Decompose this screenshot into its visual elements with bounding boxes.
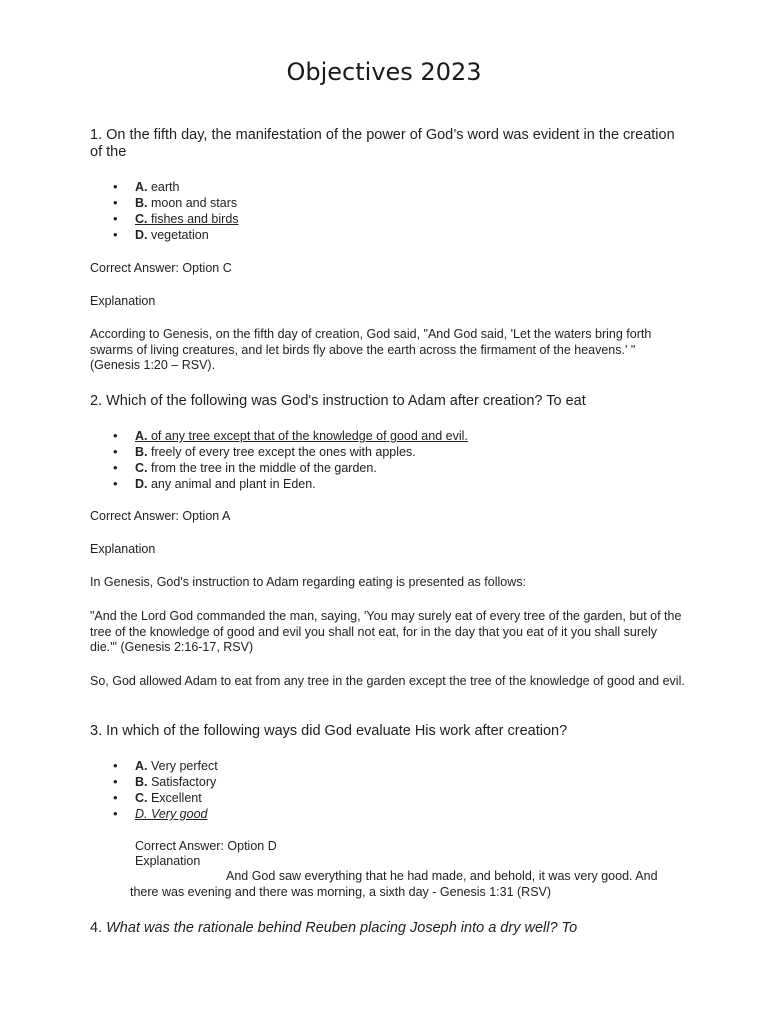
question-4 (90, 920, 680, 937)
q3-explanation-label: Explanation (135, 854, 201, 868)
option-text: Satisfactory (147, 775, 217, 789)
question-3-options (113, 758, 218, 822)
question-3: 3. In which of the following ways did God evaluate His work after creation? (90, 723, 568, 739)
q2-explanation-intro: In Genesis, God's instruction to Adam regarding eating is presented as follows: (90, 575, 526, 589)
q2-correct-answer: Correct Answer: Option A (90, 509, 231, 523)
option-letter: B. (135, 196, 148, 210)
q2-option-c (113, 460, 468, 476)
q1-option-a (113, 179, 239, 195)
question-4-text: What was the rationale behind Reuben placing Joseph into a dry well? To (106, 920, 578, 936)
q1-option-b (113, 195, 239, 211)
option-text: any animal and plant in Eden. (147, 477, 316, 491)
option-text: of any tree except that of the knowledge of good and evil. (147, 429, 468, 443)
q2-explanation-quote: "And the Lord God commanded the man, saying, 'You may surely eat of every tree of the garden, but of the tree of the knowledge of good and evil you shall not eat, for in the day that you eat of it you shall surely die.'" (Genesis 2:16-17, RSV) (90, 609, 682, 654)
option-letter: C. (135, 461, 148, 475)
option-letter: B. (135, 775, 148, 789)
option-text: Very perfect (147, 759, 218, 773)
page-title: Objectives 2023 (286, 58, 482, 86)
q3-option-d (113, 806, 218, 822)
q1-correct-answer: Correct Answer: Option C (90, 261, 232, 275)
option-letter: B. (135, 445, 148, 459)
option-text: freely of every tree except the ones with apples. (147, 445, 416, 459)
q3-option-a (113, 758, 218, 774)
option-text: fishes and birds (147, 212, 239, 226)
question-4-number: 4. (90, 920, 107, 936)
q3-option-b (113, 774, 218, 790)
q1-option-c (113, 211, 239, 227)
q3-option-c (113, 790, 218, 806)
q2-option-a (113, 428, 468, 444)
option-text: Excellent (147, 791, 202, 805)
q1-option-d (113, 227, 239, 243)
option-letter: A. (135, 429, 148, 443)
option-letter: D. (135, 477, 148, 491)
question-2-options (113, 428, 468, 492)
option-letter: A. (135, 759, 148, 773)
q2-option-d (113, 476, 468, 492)
question-1: 1. On the fifth day, the manifestation of the power of God’s word was evident in the creation of the (90, 127, 675, 160)
option-text: vegetation (147, 228, 209, 242)
q3-correct-answer: Correct Answer: Option D (135, 839, 277, 853)
option-text: earth (147, 180, 180, 194)
q3-explanation: And God saw everything that he had made, and behold, it was very good. And there was evening and there was morning, a sixth day - Genesis 1:31 (RSV) (130, 869, 658, 899)
option-text: from the tree in the middle of the garden. (147, 461, 377, 475)
option-text: moon and stars (147, 196, 238, 210)
option-text: D. Very good (135, 807, 208, 821)
question-2: 2. Which of the following was God's instruction to Adam after creation? To eat (90, 393, 586, 409)
option-letter: C. (135, 791, 148, 805)
option-letter: C. (135, 212, 148, 226)
q2-explanation-label: Explanation (90, 542, 156, 556)
question-1-options (113, 179, 239, 243)
q1-explanation-label: Explanation (90, 294, 156, 308)
option-letter: D. (135, 228, 148, 242)
q1-explanation: According to Genesis, on the fifth day of creation, God said, "And God said, 'Let the waters bring forth swarms of living creatures, and let birds fly above the earth across the firmament of the heavens.' "(Genesis 1:20 – RSV). (90, 327, 652, 372)
q2-option-b (113, 444, 468, 460)
q2-explanation-summary: So, God allowed Adam to eat from any tree in the garden except the tree of the knowledge of good and evil. (90, 674, 685, 688)
option-letter: A. (135, 180, 148, 194)
